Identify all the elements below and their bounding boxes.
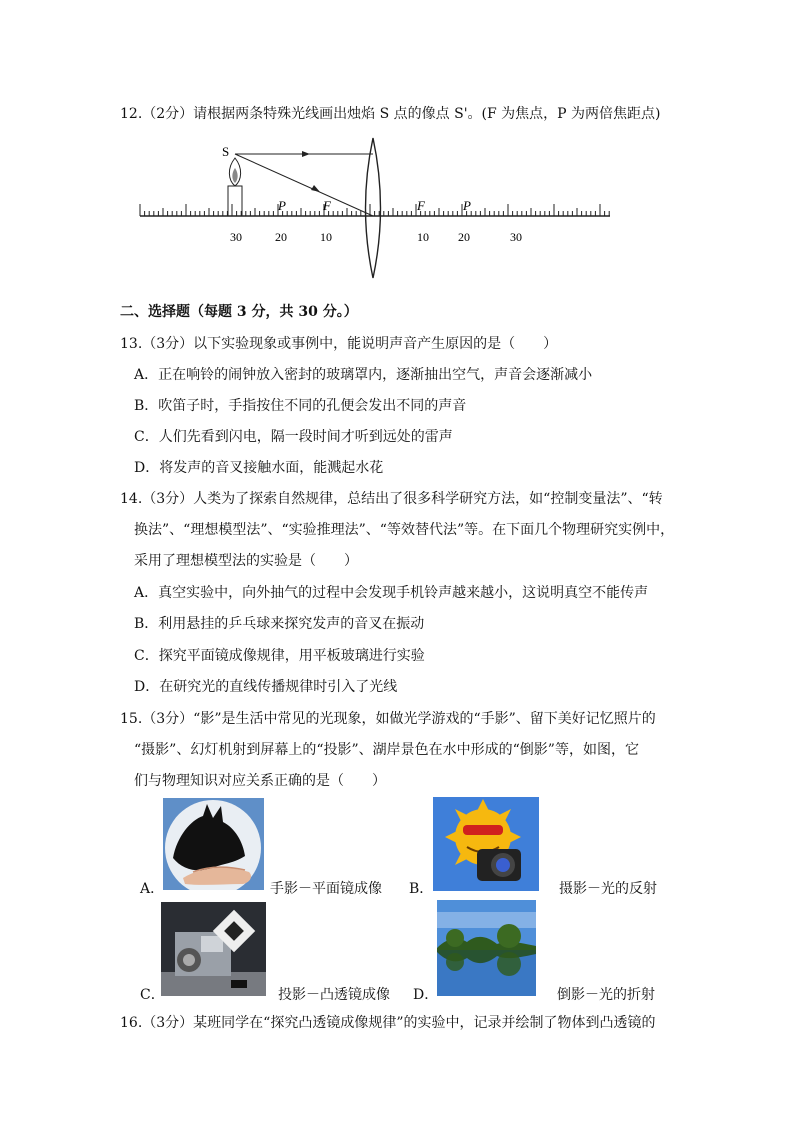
section-2-title: 二、选择题（每题 3 分，共 30 分。） <box>120 304 358 320</box>
label-p-right: P <box>463 198 471 213</box>
question-14-stem-line-2: 换法”、“理想模型法”、“实验推理法”、“等效替代法”等。在下面几个物理研究实例中， <box>134 522 675 538</box>
q14-option-a: A．真空实验中，向外抽气的过程中会发现手机铃声越来越小，这说明真空不能传声 <box>134 585 649 601</box>
q15-option-a-letter: A． <box>140 881 165 897</box>
tick-label-right-10: 10 <box>417 230 429 244</box>
label-p-left: P <box>278 198 286 213</box>
q14-option-c: C．探究平面镜成像规律，用平板玻璃进行实验 <box>134 648 425 664</box>
q13-option-d: D．将发声的音叉接触水面，能溅起水花 <box>134 460 384 476</box>
question-14-stem-line-1: 14.（3分）人类为了探索自然规律，总结出了很多科学研究方法，如“控制变量法”、“转 <box>120 491 663 507</box>
question-13-stem: 13.（3分）以下实验现象或事例中，能说明声音产生原因的是（ ） <box>120 336 558 352</box>
question-16-stem: 16.（3分）某班同学在“探究凸透镜成像规律”的实验中，记录并绘制了物体到凸透镜的 <box>120 1015 656 1031</box>
q13-option-a: A．正在响铃的闹钟放入密封的玻璃罩内，逐渐抽出空气，声音会逐渐减小 <box>134 367 593 383</box>
candle-icon <box>228 158 242 216</box>
q14-option-d: D．在研究光的直线传播规律时引入了光线 <box>134 679 398 695</box>
q15-option-c-letter: C． <box>140 987 165 1003</box>
sun-camera-image <box>433 797 539 891</box>
tick-label-left-10: 10 <box>320 230 332 244</box>
convex-lens <box>366 138 381 278</box>
q15-option-d-letter: D． <box>413 987 439 1003</box>
tick-label-right-30: 30 <box>510 230 522 244</box>
lake-reflection-image <box>437 900 536 996</box>
q15-option-b-text: 摄影－光的反射 <box>559 881 657 897</box>
label-f-right: F <box>417 198 425 213</box>
q15-option-a-text: 手影－平面镜成像 <box>270 881 382 897</box>
q15-option-c-text: 投影－凸透镜成像 <box>278 987 390 1003</box>
q14-option-b: B．利用悬挂的乒乓球来探究发声的音叉在振动 <box>134 616 425 632</box>
question-14-stem-line-3: 采用了理想模型法的实验是（ ） <box>134 553 358 569</box>
label-f-left: F <box>323 198 331 213</box>
tick-label-left-30: 30 <box>230 230 242 244</box>
tick-label-right-20: 20 <box>458 230 470 244</box>
question-15-stem-line-1: 15.（3分）“影”是生活中常见的光现象，如做光学游戏的“手影”、留下美好记忆照片的 <box>120 711 656 727</box>
focal-ray <box>235 154 373 216</box>
question-15-stem-line-2: “摄影”、幻灯机射到屏幕上的“投影”、湖岸景色在水中形成的“倒影”等，如图，它 <box>134 742 639 758</box>
q13-option-c: C．人们先看到闪电，隔一段时间才听到远处的雷声 <box>134 429 453 445</box>
q15-option-d-text: 倒影－光的折射 <box>557 987 655 1003</box>
question-12-text: 12.（2分）请根据两条特殊光线画出烛焰 S 点的像点 S'。(F 为焦点，P 为两倍焦距点) <box>120 106 661 122</box>
projector-image <box>161 902 266 996</box>
tick-label-left-20: 20 <box>275 230 287 244</box>
lens-diagram <box>130 130 620 290</box>
q15-option-b-letter: B． <box>409 881 434 897</box>
q13-option-b: B．吹笛子时，手指按住不同的孔便会发出不同的声音 <box>134 398 467 414</box>
question-15-stem-line-3: 们与物理知识对应关系正确的是（ ） <box>134 773 386 789</box>
point-s-label: S <box>222 144 230 159</box>
hand-shadow-image <box>163 798 264 890</box>
